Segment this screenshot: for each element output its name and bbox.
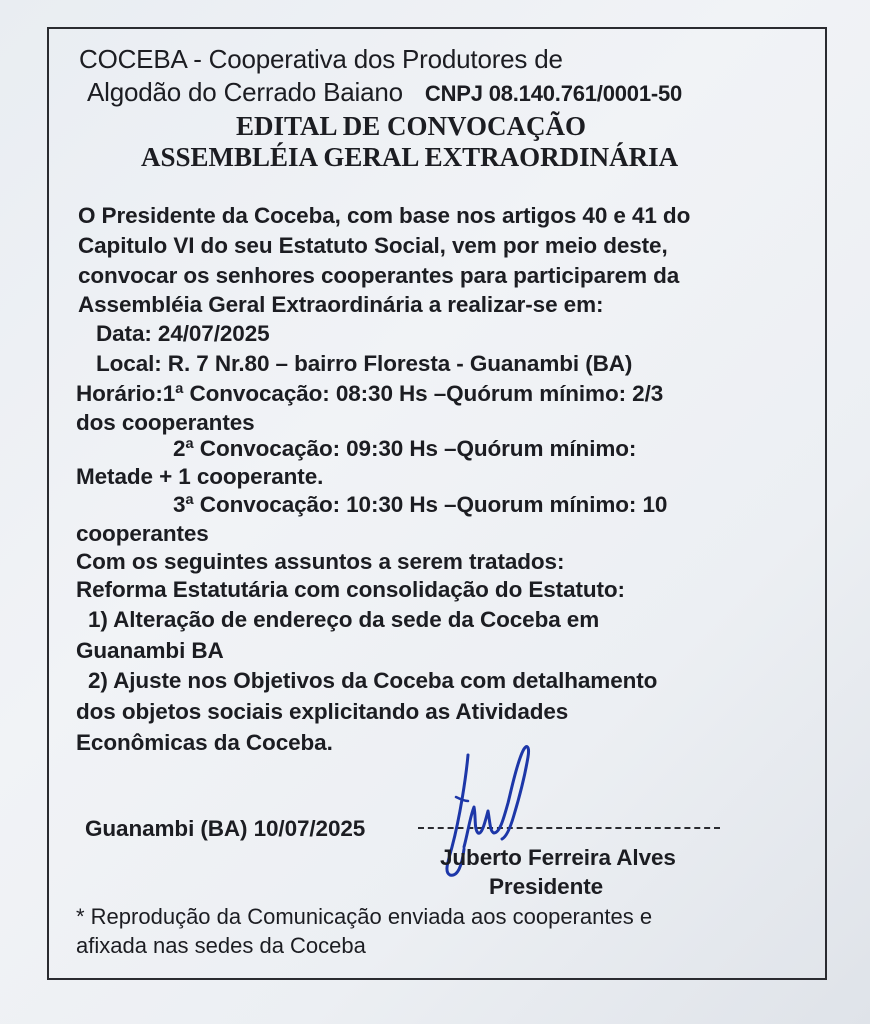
schedule-line: Horário:1ª Convocação: 08:30 Hs –Quórum mínimo: 2/3: [76, 381, 664, 406]
subjects-line: 1) Alteração de endereço da sede da Coceba em: [88, 607, 600, 632]
intro-line: O Presidente da Coceba, com base nos artigos 40 e 41 do: [78, 203, 691, 228]
org-name-line2-text: Algodão do Cerrado Baiano: [87, 77, 403, 107]
intro-line: Assembléia Geral Extraordinária a realizar-se em:: [78, 292, 604, 317]
footnote-line: afixada nas sedes da Coceba: [76, 933, 366, 958]
subjects-line: dos objetos sociais explicitando as Atividades: [76, 699, 569, 724]
schedule-line: dos cooperantes: [76, 410, 255, 435]
assembly-title: ASSEMBLÉIA GERAL EXTRAORDINÁRIA: [141, 142, 679, 172]
subjects-line: Guanambi BA: [76, 638, 224, 663]
signatory-role: Presidente: [489, 874, 604, 899]
intro-line: Capitulo VI do seu Estatuto Social, vem por meio deste,: [78, 233, 668, 258]
place-date: Guanambi (BA) 10/07/2025: [85, 816, 366, 841]
schedule-line: Metade + 1 cooperante.: [76, 464, 324, 489]
org-name-line1: COCEBA - Cooperativa dos Produtores de: [79, 44, 563, 74]
org-name-line2: [87, 77, 682, 108]
subjects-line: Econômicas da Coceba.: [76, 730, 333, 755]
notice-title: EDITAL DE CONVOCAÇÃO: [236, 111, 586, 141]
subjects-line: Com os seguintes assuntos a serem tratados:: [76, 549, 565, 574]
meeting-date: Data: 24/07/2025: [96, 321, 270, 346]
schedule-line: 2ª Convocação: 09:30 Hs –Quórum mínimo:: [173, 436, 637, 461]
schedule-line: 3ª Convocação: 10:30 Hs –Quorum mínimo: 10: [173, 492, 668, 517]
subjects-line: Reforma Estatutária com consolidação do Estatuto:: [76, 577, 625, 602]
signatory-name: Juberto Ferreira Alves: [440, 845, 676, 870]
footnote-line: * Reprodução da Comunicação enviada aos cooperantes e: [76, 904, 653, 929]
intro-line: convocar os senhores cooperantes para participarem da: [78, 263, 680, 288]
meeting-location: Local: R. 7 Nr.80 – bairro Floresta - Guanambi (BA): [96, 351, 633, 376]
schedule-line: cooperantes: [76, 521, 209, 546]
subjects-line: 2) Ajuste nos Objetivos da Coceba com detalhamento: [88, 668, 658, 693]
cnpj: CNPJ 08.140.761/0001-50: [424, 81, 683, 106]
